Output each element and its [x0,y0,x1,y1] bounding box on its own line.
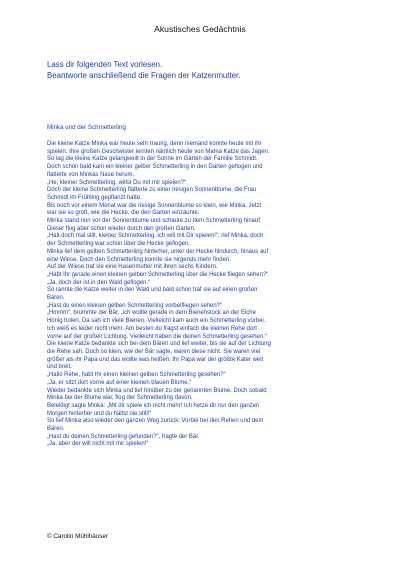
story-line: So lag die kleine Katze gelangweilt in der Sonne im Garten der Familie Schmidt. [47,156,258,163]
story-line: „Ja, er sitzt dort vorne auf einer kleinen blauen Blume.“ [47,379,192,386]
story-line: flatterte von Minkas Nase herum. [47,171,135,178]
story-line: Morgen hinterher und du hältst nie still!“ [47,410,152,417]
story-line: Bären. [47,426,65,433]
story-line: „Habt Ihr gerade einen kleinen gelben Schmetterling über die Hecke fliegen sehen?“ [47,271,269,278]
story-line: „Ja, aber der will nicht mit mir spielen!“ [47,441,149,448]
story-line: Ich weiß es leider nicht mehr. Am besten du fragst einfach die kleinen Rehe dort [47,325,257,332]
story-line: und breit. [47,364,72,371]
story-line: größer als ihr Papa und das wollte was heißen: Ihr Papa war der größte Kater weit [47,356,264,363]
story-line: Beleidigt sagte Minka: „Mit dir spiele ich nicht mehr! Ich hetze dir nur den ganzen [47,402,260,409]
story-line: Auf der Wiese traf sie eine Hasenmutter mit ihren sechs Kindern. [47,264,218,271]
story-line: Minka bei der Blume war, flog der Schmetterling davon. [47,395,193,402]
story-line: der Schmetterling war schon über die Hecke geflogen. [47,241,190,248]
story-line: „Hast du einen kleinen gelben Schmetterling vorbeifliegen sehen?“ [47,302,222,309]
story-line: Die kleine Katze bedankte sich bei dem Bären und lief weiter, bis sie auf der Lichtung [47,341,271,348]
story-line: Bis noch vor einem Monat war die riesige Sonnenblume so klein, wie Minka. Jetzt [47,202,262,209]
story-line: Dieser flog aber schon wieder durch den großen Garten. [47,225,196,232]
story-line: Bären. [47,295,65,302]
story-line: „Halt doch mal still, kleiner Schmetterling, ich will mit Dir spielen!“, rief Minka, doch [47,233,264,240]
story-line: „Ja, doch der ist in den Wald geflogen.“ [47,279,151,286]
story-line: So rannte die Katze weiter in den Wald und bald schon traf sie auf einen großen [47,287,258,294]
story-line: So lief Minka also wieder den ganzen Weg zurück: Vorbei bei den Rehen und dem [47,418,264,425]
story-line: „Hallo Rehe, habt Ihr einen kleinen gelben Schmetterling gesehen?“ [47,372,226,379]
story-line: Honig holen. Da sah ich viele Bienen. Vielleicht kam auch ein Schmetterling vorbei. [47,318,266,325]
story-line: eine Wiese. Doch den Schmetterling konnte sie nirgends mehr finden. [47,256,231,263]
story-line: vorne auf der großen Lichtung. Vielleicht haben die deinen Schmetterling gesehen.“ [47,333,267,340]
story-line: „Hast du deinen Schmetterling gefunden?“, fragte der Bär. [47,433,200,440]
instruction-line: Lass dir folgenden Text vorlesen. [47,60,163,69]
story-title: Minka und der Schmetterling [47,124,126,131]
story-line: Wieder bedankte sich Minka und lief hinüber zu der genannten Blume. Doch sobald [47,387,267,394]
story-line: Minka lief dem gelben Schmetterling hinterher, unter der Hecke hindurch, hinaus auf [47,248,269,255]
story-line: die Rehe sah. Doch so klein, wie der Bär sagte, waren diese nicht. Sie waren viel [47,348,261,355]
story-line: „Hmmm“, brummte der Bär, „ich wollte gerade in dem Bienenstock an der Eiche [47,310,256,317]
story-line: Minka stand nun vor der Sonnenblume und schaute zu dem Schmetterling hinauf. [47,218,262,225]
story-line: spielen. Ihre großen Geschwister lernten nämlich heute von Mama Katze das Jagen. [47,148,270,155]
story-line: Doch der kleine Schmetterling flatterte zu einer riesigen Sonnenblume, die Frau [47,187,257,194]
story-text [47,141,362,449]
instruction-line: Beantworte anschließend die Fragen der Katzenmutter. [47,70,241,80]
story-line: war sie so groß, wie die Hecke, die den Garten einzäunte. [47,210,200,217]
instructions [47,60,367,81]
story-line: Doch schon bald kam ein kleiner gelber Schmetterling in den Garten geflogen und [47,164,263,171]
story-line: „He, kleiner Schmetterling, willst Du mit mir spielen?“ [47,179,186,186]
story-line: Schmidt im Frühling gepflanzt hatte. [47,194,142,201]
copyright-notice: © Carolin Mühlhäuser [47,533,108,540]
story-line: Die kleine Katze Minka war heute sehr traurig, denn niemand konnte heute mit ihr [47,141,262,147]
document-title: Akustisches Gedächtnis [154,24,246,34]
